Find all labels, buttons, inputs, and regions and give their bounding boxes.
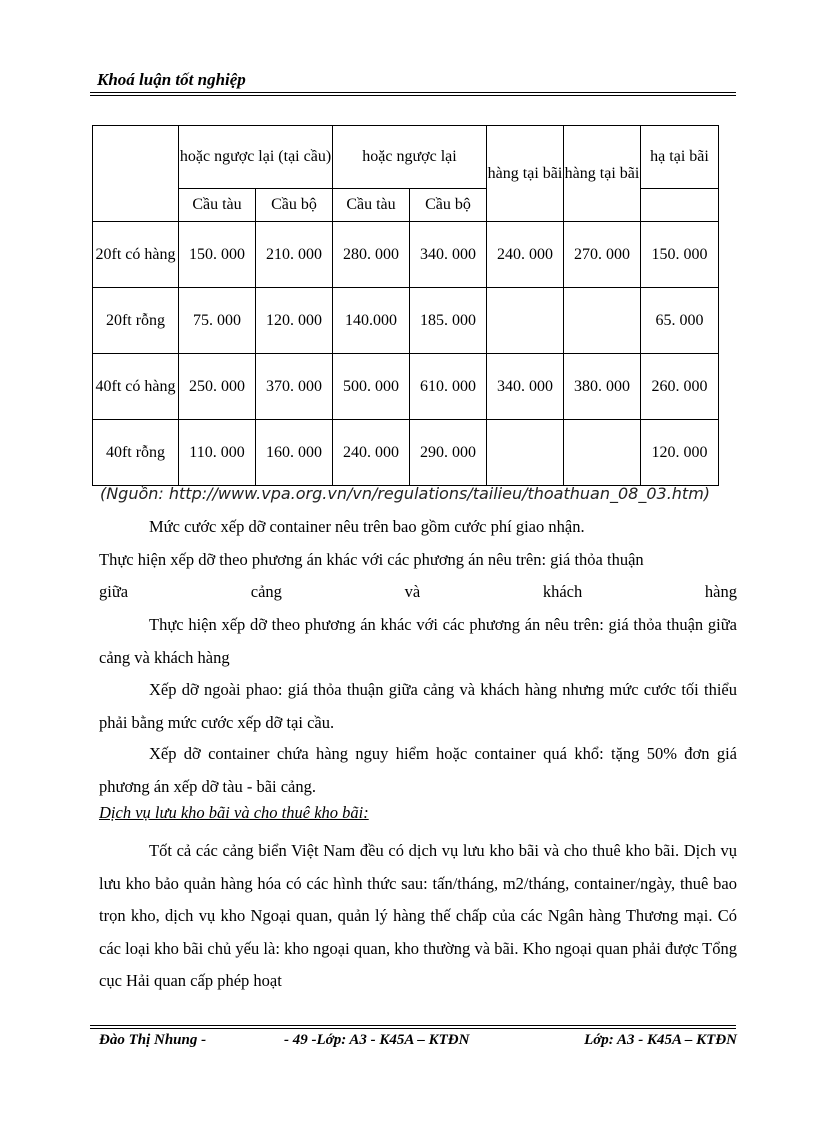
table-cell	[564, 288, 641, 354]
table-header-row	[93, 126, 719, 189]
table-cell: 280. 000	[333, 222, 410, 288]
table-subheader-cell: Cầu bộ	[410, 189, 487, 222]
table-cell: 140.000	[333, 288, 410, 354]
table-subheader-cell: Cầu bộ	[256, 189, 333, 222]
table-empty-cell	[641, 189, 719, 222]
table-subheader-cell: Cầu tàu	[333, 189, 410, 222]
header-rule	[90, 92, 736, 93]
table-cell: 260. 000	[641, 354, 719, 420]
table-cell	[487, 288, 564, 354]
footer-class: Lớp: A3 - K45A – KTĐN	[584, 1032, 737, 1048]
table-row	[93, 420, 719, 486]
table-cell: 340. 000	[487, 354, 564, 420]
footer-author: Đào Thị Nhung -	[99, 1032, 207, 1048]
table-cell: 110. 000	[179, 420, 256, 486]
word: và	[404, 582, 421, 601]
paragraph-line-justified	[99, 576, 737, 609]
table-cell: 610. 000	[410, 354, 487, 420]
paragraph-1	[99, 511, 737, 609]
page-header-title: Khoá luận tốt nghiệp	[97, 70, 246, 89]
table-cell: 270. 000	[564, 222, 641, 288]
table-cell: 160. 000	[256, 420, 333, 486]
word: khách	[542, 582, 583, 601]
paragraph-4: Xếp dỡ container chứa hàng nguy hiểm hoặc container quá khổ: tặng 50% đơn giá phương án xếp dỡ tàu - bãi cảng.	[99, 744, 737, 796]
paragraph-3: Xếp dỡ ngoài phao: giá thỏa thuận giữa cảng và khách hàng nhưng mức cước tối thiểu phải bằng mức cước xếp dỡ tại cầu.	[99, 680, 737, 732]
word: cảng	[250, 582, 282, 601]
table-cell: 120. 000	[256, 288, 333, 354]
table-cell: 340. 000	[410, 222, 487, 288]
table-header-cell: hoặc ngược lại (tại cầu)	[179, 126, 333, 189]
paragraph-line: Mức cước xếp dỡ container nêu trên bao gồm cước phí giao nhận.	[149, 517, 585, 536]
table-cell: 75. 000	[179, 288, 256, 354]
container-fee-table	[92, 125, 719, 486]
table-header-cell: hoặc ngược lại	[333, 126, 487, 189]
table-cell: 150. 000	[641, 222, 719, 288]
table-cell: 150. 000	[179, 222, 256, 288]
table-header-cell: hàng tại bãi	[564, 126, 641, 222]
section-subheading: Dịch vụ lưu kho bãi và cho thuê kho bãi:	[99, 803, 369, 822]
table-cell	[487, 420, 564, 486]
paragraph-2: Thực hiện xếp dỡ theo phương án khác với các phương án nêu trên: giá thỏa thuận giữa cảng và khách hàng	[99, 615, 737, 667]
source-note: (Nguồn: http://www.vpa.org.vn/vn/regulations/tailieu/thoathuan_08_03.htm)	[99, 484, 711, 503]
table-cell: 210. 000	[256, 222, 333, 288]
table-cell: 120. 000	[641, 420, 719, 486]
paragraph-5: Tốt cả các cảng biển Việt Nam đều có dịch vụ lưu kho bãi và cho thuê kho bãi. Dịch vụ lưu kho bảo quản hàng hóa có các hình thức sau: tấn/tháng, m2/tháng, container/ngày, thuê bao trọn kho, dịch vụ kho Ngoại quan, quản lý hàng thế chấp của các Ngân hàng Thương mại. Có các loại kho bãi chủ yếu là: kho ngoại quan, kho thường và bãi. Kho ngoại quan phải được Tổng cục Hải quan cấp phép hoạt	[99, 841, 737, 990]
table-corner-cell	[93, 126, 179, 222]
row-label: 20ft rỗng	[93, 288, 179, 354]
footer-rule	[90, 1025, 736, 1026]
table-header-cell: hạ tại bãi	[641, 126, 719, 189]
table-cell: 250. 000	[179, 354, 256, 420]
table-cell: 370. 000	[256, 354, 333, 420]
table-cell	[564, 420, 641, 486]
table-header-cell: hàng tại bãi	[487, 126, 564, 222]
header-rule-2	[90, 95, 736, 96]
row-label: 40ft có hàng	[93, 354, 179, 420]
table-cell: 500. 000	[333, 354, 410, 420]
table-cell: 380. 000	[564, 354, 641, 420]
footer-rule-2	[90, 1028, 736, 1029]
row-label: 40ft rỗng	[93, 420, 179, 486]
table-cell: 240. 000	[487, 222, 564, 288]
word: giữa	[99, 582, 129, 601]
table-subheader-cell: Cầu tàu	[179, 189, 256, 222]
table-row	[93, 354, 719, 420]
table-cell: 65. 000	[641, 288, 719, 354]
table-row	[93, 222, 719, 288]
table-cell: 185. 000	[410, 288, 487, 354]
paragraph-line: Thực hiện xếp dỡ theo phương án khác với các phương án nêu trên: giá thỏa thuận	[99, 549, 644, 569]
footer-page-number: - 49 -Lớp: A3 - K45A – KTĐN	[284, 1032, 470, 1048]
table-cell: 240. 000	[333, 420, 410, 486]
table-cell: 290. 000	[410, 420, 487, 486]
row-label: 20ft có hàng	[93, 222, 179, 288]
table-row	[93, 288, 719, 354]
word: hàng	[704, 582, 737, 601]
